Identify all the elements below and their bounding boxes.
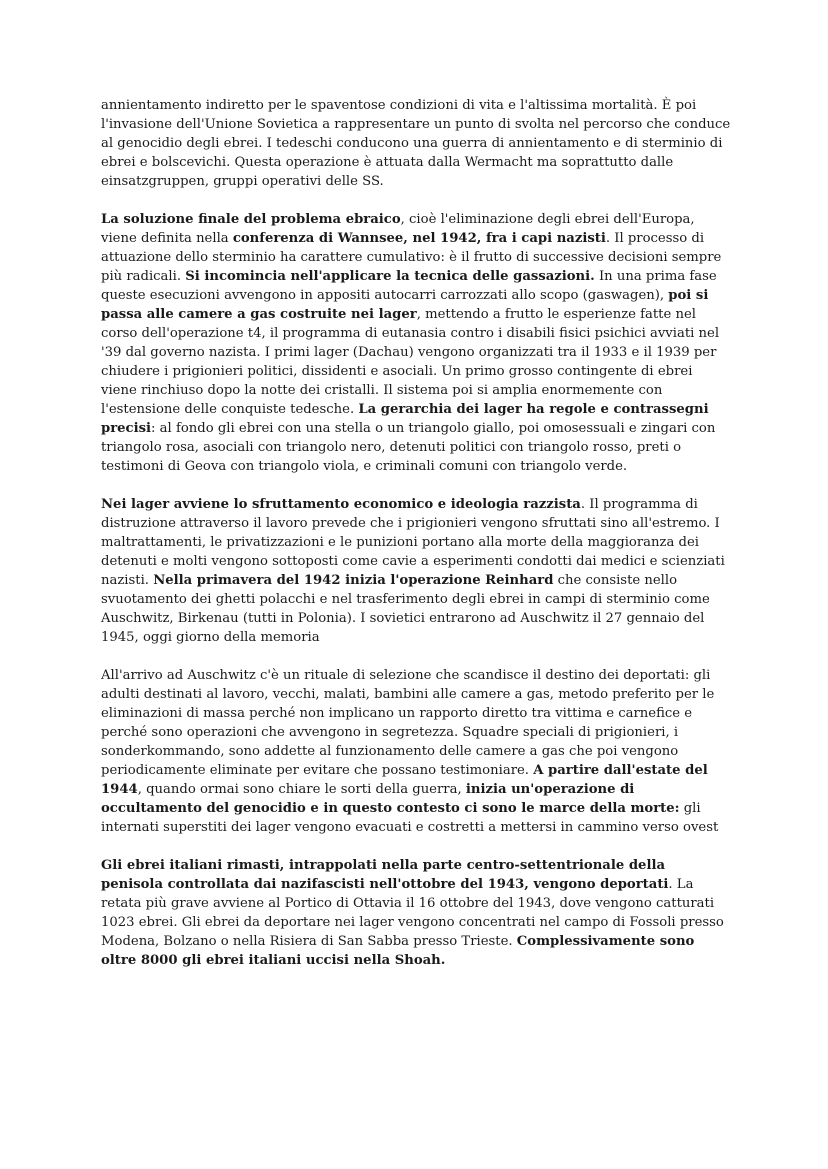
text-segment: annientamento indiretto per le spaventose condizioni di vita e l'altissima mortalità. È poi l'invasione dell'Unione Sovietica a rappresentare un punto di svolta nel percorso che conduce al genocidio degli ebrei. I tedeschi conducono una guerra di annientamento e di sterminio di ebrei e bolscevichi. Questa operazione è attuata dalla Wermacht ma soprattutto dalle einsatzgruppen, gruppi operativi delle SS.	[101, 98, 731, 189]
paragraph-auschwitz-selection	[101, 666, 731, 837]
bold-text-segment: Si incomincia nell'applicare la tecnica delle gassazioni.	[185, 269, 595, 284]
text-segment: , cioè l'eliminazione degli ebrei dell'Europa, viene definita nella	[101, 212, 695, 246]
bold-text-segment: Complessivamente sono oltre 8000 gli ebrei italiani uccisi nella Shoah.	[101, 934, 695, 968]
text-segment: All'arrivo ad Auschwitz c'è un rituale di selezione che scandisce il destino dei deportati: gli adulti destinati al lavoro, vecchi, malati, bambini alle camere a gas, metodo preferito per le eliminazioni di massa perché non implicano un rapporto diretto tra vittima e carnefice e perché sono operazioni che avvengono in segretezza. Squadre speciali di prigionieri, i sonderkommando, sono addette al funzionamento delle camere a gas che poi vengono periodicamente eliminate per evitare che possano testimoniare.	[101, 668, 715, 778]
text-segment: , quando ormai sono chiare le sorti della guerra,	[137, 782, 466, 797]
paragraph-eastern-front	[101, 96, 731, 191]
text-segment: , mettendo a frutto le esperienze fatte nel corso dell'operazione t4, il programma di eutanasia contro i disabili fisici psichici avviati nel '39 dal governo nazista. I primi lager (Dachau) vengono organizzati tra il 1933 e il 1939 per chiudere i prigionieri politici, dissidenti e asociali. Un primo grosso contingente di ebrei viene rinchiuso dopo la notte dei cristalli. Il sistema poi si amplia enormemente con l'estensione delle conquiste tedesche.	[101, 307, 720, 417]
bold-text-segment: inizia un'operazione di occultamento del genocidio e in questo contesto ci sono le marce della morte:	[101, 782, 680, 816]
bold-text-segment: A partire dall'estate del 1944	[101, 763, 708, 797]
bold-text-segment: La soluzione finale del problema ebraico	[101, 212, 401, 227]
text-segment: . Il programma di distruzione attraverso il lavoro prevede che i prigionieri vengono sfruttati sino all'estremo. I maltrattamenti, le privatizzazioni e le punizioni portano alla morte della maggioranza dei detenuti e molti vengono sottoposti come cavie a esperimenti condotti dai medici e scienziati nazisti.	[101, 497, 725, 588]
text-segment: gli internati superstiti dei lager vengono evacuati e costretti a mettersi in cammino verso ovest	[101, 801, 719, 835]
bold-text-segment: Nella primavera del 1942 inizia l'operazione Reinhard	[153, 573, 554, 588]
bold-text-segment: La gerarchia dei lager ha regole e contrassegni precisi	[101, 402, 709, 436]
bold-text-segment: poi si passa alle camere a gas costruite nei lager	[101, 288, 709, 322]
text-segment: : al fondo gli ebrei con una stella o un triangolo giallo, poi omosessuali e zingari con triangolo rosa, asociali con triangolo nero, detenuti politici con triangolo rosso, preti o testimoni di Geova con triangolo viola, e criminali comuni con triangolo verde.	[101, 421, 716, 474]
paragraph-lager-exploitation	[101, 495, 731, 647]
text-segment: che consiste nello svuotamento dei ghetti polacchi e nel trasferimento degli ebrei in campi di sterminio come Auschwitz, Birkenau (tutti in Polonia). I sovietici entrarono ad Auschwitz il 27 gennaio del 1945, oggi giorno della memoria	[101, 573, 710, 645]
document-page	[101, 96, 731, 989]
text-segment: In una prima fase queste esecuzioni avvengono in appositi autocarri carrozzati allo scopo (gaswagen),	[101, 269, 717, 303]
bold-text-segment: Nei lager avviene lo sfruttamento economico e ideologia razzista	[101, 497, 581, 512]
bold-text-segment: conferenza di Wannsee, nel 1942, fra i capi nazisti	[232, 231, 606, 246]
text-segment: . Il processo di attuazione dello sterminio ha carattere cumulativo: è il frutto di successive decisioni sempre più radicali.	[101, 231, 722, 284]
paragraph-final-solution	[101, 210, 731, 476]
bold-text-segment: Gli ebrei italiani rimasti, intrappolati nella parte centro-settentrionale della penisola controllata dai nazifascisti nell'ottobre del 1943, vengono deportati	[101, 858, 669, 892]
paragraph-italian-jews	[101, 856, 731, 970]
text-segment: . La retata più grave avviene al Portico di Ottavia il 16 ottobre del 1943, dove vengono catturati 1023 ebrei. Gli ebrei da deportare nei lager vengono concentrati nel campo di Fossoli presso Modena, Bolzano o nella Risiera di San Sabba presso Trieste.	[101, 877, 724, 949]
